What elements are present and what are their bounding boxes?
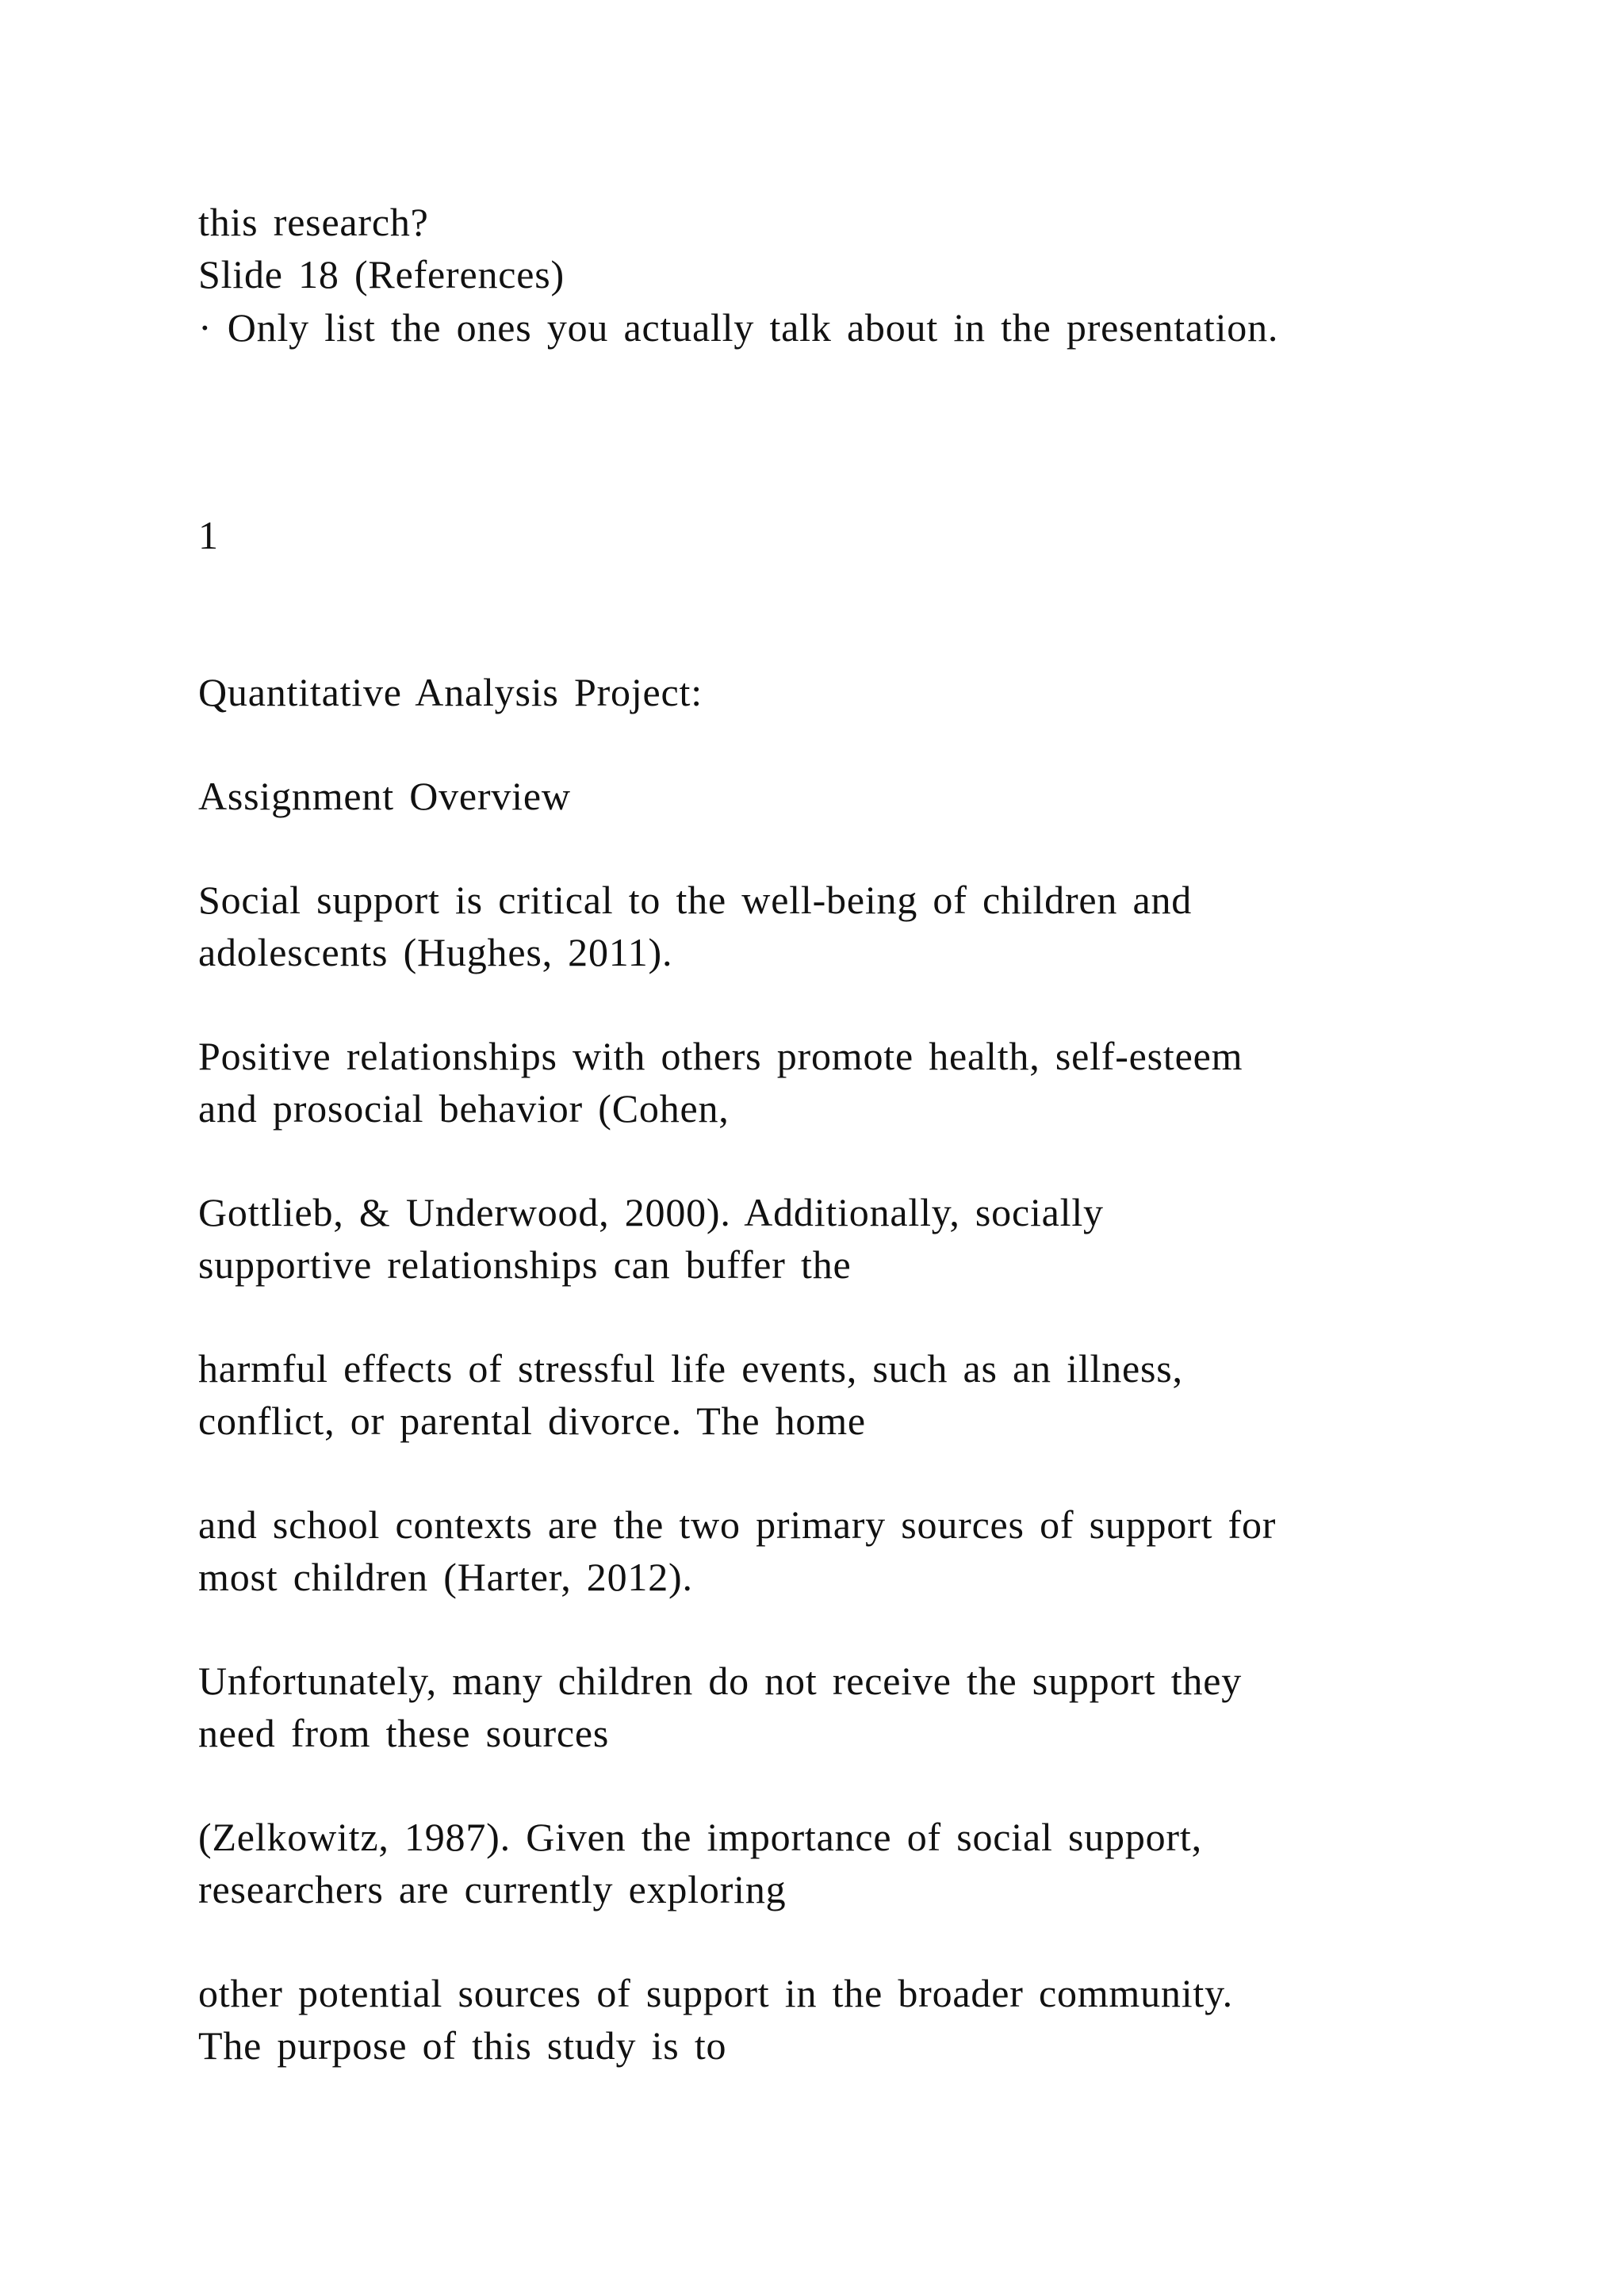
paragraph-1-line-2: adolescents (Hughes, 2011). (198, 930, 673, 974)
paragraph-4-line-1: harmful effects of stressful life events, such as an illness, (198, 1346, 1183, 1391)
paragraph-3-line-1: Gottlieb, & Underwood, 2000). Additionally, socially (198, 1190, 1104, 1234)
paragraph-6-line-2: need from these sources (198, 1711, 610, 1755)
paragraph-5-line-1: and school contexts are the two primary sources of support for (198, 1502, 1277, 1547)
paragraph-2-line-2: and prosocial behavior (Cohen, (198, 1086, 730, 1131)
paragraph-7-line-2: researchers are currently exploring (198, 1867, 787, 1911)
paragraph-2-line-1: Positive relationships with others promote health, self-esteem (198, 1034, 1243, 1078)
paragraph-3-line-2: supportive relationships can buffer the (198, 1242, 852, 1287)
title-line-1: Quantitative Analysis Project: (198, 670, 703, 714)
paragraph-8-line-2: The purpose of this study is to (198, 2023, 727, 2068)
continuation-text: this research? (198, 200, 429, 244)
paragraph-4-line-2: conflict, or parental divorce. The home (198, 1399, 866, 1443)
paragraph-7-line-1: (Zelkowitz, 1987). Given the importance of social support, (198, 1815, 1202, 1859)
paragraph-5-line-2: most children (Harter, 2012). (198, 1555, 693, 1599)
paragraph-8-line-1: other potential sources of support in the broader community. (198, 1971, 1233, 2015)
paragraph-6-line-1: Unfortunately, many children do not receive the support they (198, 1659, 1242, 1703)
paragraph-1-line-1: Social support is critical to the well-being of children and (198, 878, 1193, 922)
bullet-item: · Only list the ones you actually talk about in the presentation. (198, 305, 1279, 350)
slide-heading: Slide 18 (References) (198, 252, 565, 297)
page-number: 1 (198, 513, 219, 557)
title-line-2: Assignment Overview (198, 774, 571, 818)
